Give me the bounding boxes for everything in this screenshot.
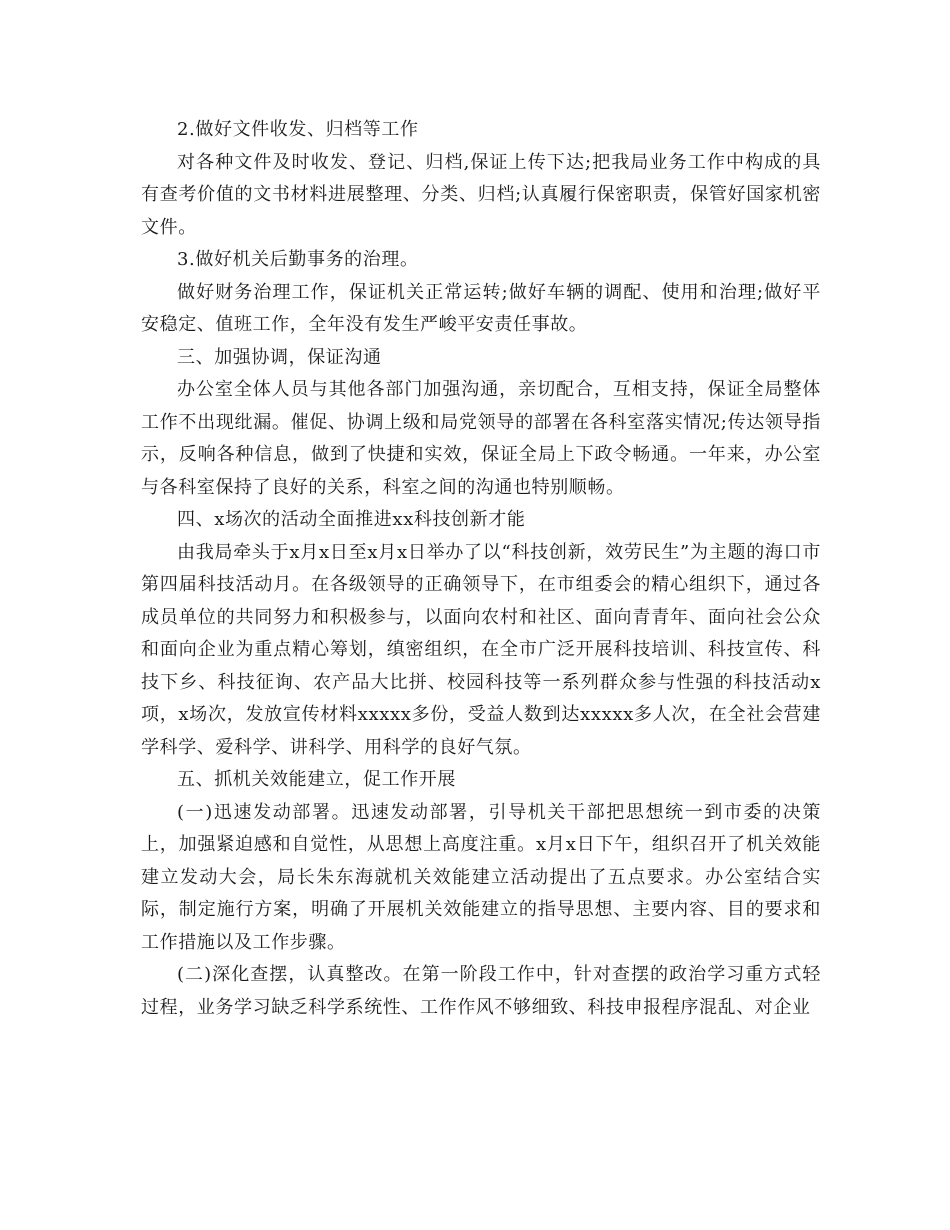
section-heading-file-handling: 2.做好文件收发、归档等工作	[177, 119, 419, 140]
section-heading-coordination: 三、加强协调，保证沟通	[177, 346, 382, 368]
section-heading-logistics: 3.做好机关后勤事务的治理。	[177, 249, 419, 270]
paragraph-coordination: 办公室全体人员与其他各部门加强沟通，亲切配合，互相支持，保证全局整体工作不出现纰漏。催促、协调上级和局党领导的部署在各科室落实情况;传达领导指示，反响各种信息，做到了快捷和实效，保证全局上下政令畅通。一年来，办公室与各科室保持了良好的关系，科室之间的沟通也特别顺畅。	[141, 379, 821, 498]
paragraph-logistics: 做好财务治理工作，保证机关正常运转;做好车辆的调配、使用和治理;做好平安稳定、值班工作，全年没有发生严峻平安责任事故。	[141, 281, 821, 335]
paragraph-tech-activities: 由我局牵头于x月x日至x月x日举办了以“科技创新，效劳民生”为主题的海口市第四届科技活动月。在各级领导的正确领导下，在市组委会的精心组织下，通过各成员单位的共同努力和积极参与，以面向农村和社区、面向青青年、面向社会公众和面向企业为重点精心筹划，缜密组织，在全市广泛开展科技培训、科技宣传、科技下乡、科技征询、农产品大比拼、校园科技等一系列群众参与性强的科技活动x项，x场次，发放宣传材料xxxxx多份，受益人数到达xxxxx多人次，在全社会营建学科学、爱科学、讲科学、用科学的良好气氛。	[141, 541, 821, 758]
paragraph-efficiency-rectification: (二)深化查摆，认真整改。在第一阶段工作中，针对查摆的政治学习重方式轻过程，业务学习缺乏科学系统性、工作作风不够细致、科技申报程序混乱、对企业	[141, 964, 821, 1018]
section-heading-efficiency: 五、抓机关效能建立，促工作开展	[177, 769, 456, 790]
paragraph-efficiency-mobilization: (一)迅速发动部署。迅速发动部署，引导机关干部把思想统一到市委的决策上，加强紧迫感和自觉性，从思想上高度注重。x月x日下午，组织召开了机关效能建立发动大会，局长朱东海就机关效能建立活动提出了五点要求。办公室结合实际，制定施行方案，明确了开展机关效能建立的指导思想、主要内容、目的要求和工作措施以及工作步骤。	[141, 801, 821, 953]
paragraph-file-handling: 对各种文件及时收发、登记、归档,保证上传下达;把我局业务工作中构成的具有查考价值的文书材料进展整理、分类、归档;认真履行保密职责，保管好国家机密文件。	[141, 151, 821, 238]
section-heading-tech-activities: 四、x场次的活动全面推进xx科技创新才能	[177, 509, 526, 530]
document-body	[141, 114, 821, 1024]
